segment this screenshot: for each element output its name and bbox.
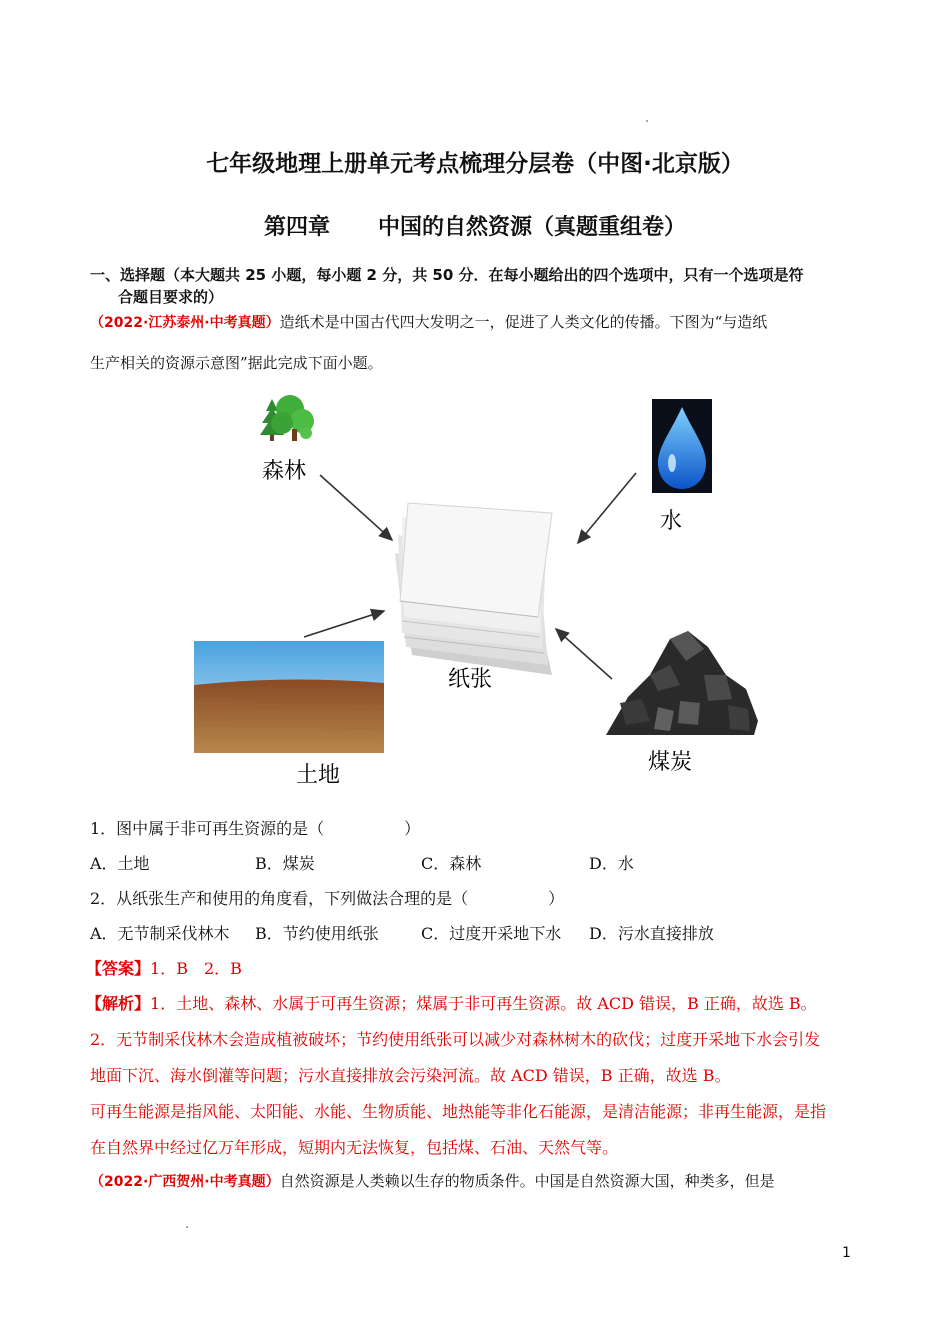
question-1-stem: 1．图中属于非可再生资源的是（ ） [90,819,421,838]
q2-option-a: A．无节制采伐林木 [90,924,230,943]
chapter-name: 中国的自然资源（真题重组卷） [378,215,687,240]
paper-stack-icon [395,503,552,675]
question-2-stem: 2．从纸张生产和使用的角度看，下列做法合理的是（ ） [90,889,565,908]
page-title: 七年级地理上册单元考点梳理分层卷（中图·北京版） [206,151,744,177]
q1-option-a: A．土地 [90,854,150,873]
analysis-line-3: 地面下沉、海水倒灌等问题；污水直接排放会污染河流。故 ACD 错误，B 正确，故选 B。 [90,1066,731,1085]
analysis-line-5: 在自然界中经过亿万年形成，短期内无法恢复，包括煤、石油、天然气等。 [90,1138,619,1157]
q1-option-b: B．煤炭 [255,854,315,873]
intro2-text: 自然资源是人类赖以生存的物质条件。中国是自然资源大国，种类多，但是 [279,1172,775,1190]
section-line-2: 合题目要求的） [118,288,224,306]
answer-block [86,956,242,979]
q1-option-c: C．森林 [421,854,482,873]
water-label: 水 [660,509,683,534]
arrow-land-to-paper [304,611,384,637]
arrow-forest-to-paper [320,475,392,540]
intro-paragraph-2 [90,1164,870,1199]
coal-label: 煤炭 [648,750,693,775]
forest-icon [260,395,314,441]
analysis-label: 【解析】 [86,994,151,1013]
source-tag: （2022·江苏泰州·中考真题） [90,315,280,331]
forest-label: 森林 [262,459,307,484]
resource-diagram [180,385,780,805]
arrow-water-to-paper [578,473,636,543]
analysis-line-2: 2．无节制采伐林木会造成植被破坏；节约使用纸张可以减少对森林树木的砍伐；过度开采地下水会引发 [90,1030,821,1049]
coal-pile-icon [606,631,758,735]
analysis-line-1: 【解析】1．土地、森林、水属于可再生资源；煤属于非可再生资源。故 ACD 错误，B 正确，故选 B。 [86,994,817,1013]
water-drop-icon [652,399,712,493]
arrow-coal-to-paper [556,629,612,679]
scan-dot [646,120,648,122]
chapter-number: 第四章 [263,215,330,240]
answer-text: 1．B 2．B [150,959,242,978]
farmland-image [194,641,384,753]
scan-dot [186,1226,188,1228]
land-label: 土地 [296,763,341,788]
source-tag-2: （2022·广西贺州·中考真题） [90,1174,280,1190]
intro-text-1: 造纸术是中国古代四大发明之一，促进了人类文化的传播。下图为“与造纸 [279,313,768,331]
section-heading [90,264,880,308]
intro-paragraph-1 [90,305,870,380]
q2-option-c: C．过度开采地下水 [421,924,562,943]
paper-label: 纸张 [448,667,493,692]
q2-option-d: D．污水直接排放 [589,924,714,943]
chapter-title [0,210,950,241]
analysis-line-4: 可再生能源是指风能、太阳能、水能、生物质能、地热能等非化石能源，是清洁能源；非再生能源，是指 [90,1102,827,1121]
intro-text-2: 生产相关的资源示意图”据此完成下面小题。 [90,354,383,372]
page-number: 1 [842,1245,851,1261]
q1-option-d: D．水 [589,854,634,873]
q2-option-b: B．节约使用纸张 [255,924,379,943]
answer-label: 【答案】 [86,959,151,978]
section-line-1: 一、选择题（本大题共 25 小题，每小题 2 分，共 50 分．在每小题给出的四个选项中，只有一个选项是符 [90,266,804,284]
